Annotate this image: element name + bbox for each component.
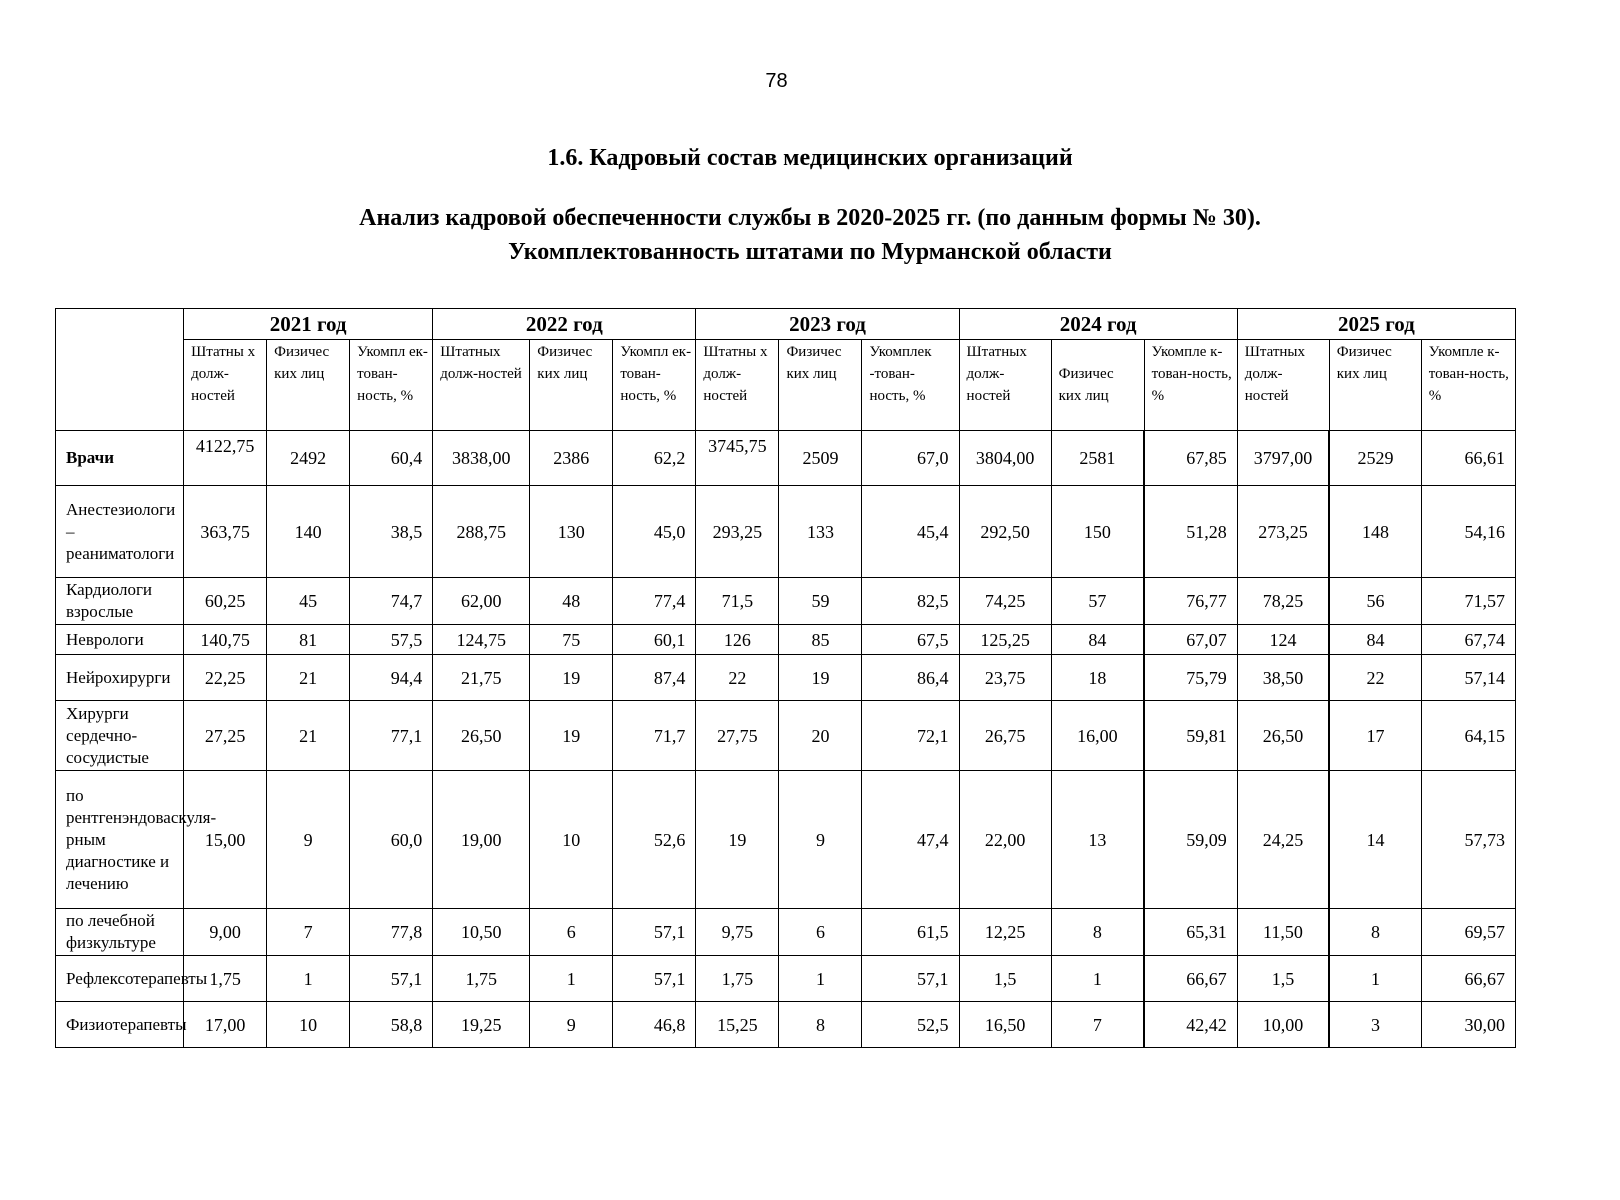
table-cell: 57,1 xyxy=(862,956,959,1002)
table-cell: 2581 xyxy=(1051,431,1144,486)
year-header: 2025 год xyxy=(1237,309,1515,340)
table-cell: 7 xyxy=(267,909,350,956)
table-cell: 30,00 xyxy=(1421,1002,1515,1048)
table-cell: 82,5 xyxy=(862,578,959,625)
table-cell: 150 xyxy=(1051,486,1144,578)
table-cell: 42,42 xyxy=(1144,1002,1237,1048)
column-header-persons: Физичес ких лиц xyxy=(530,340,613,431)
table-cell: 1 xyxy=(779,956,862,1002)
table-cell: 86,4 xyxy=(862,655,959,701)
column-header-staffing: Укомпле к-тован-ность, % xyxy=(1421,340,1515,431)
table-cell: 288,75 xyxy=(433,486,530,578)
column-header-persons: Физичес ких лиц xyxy=(1051,340,1144,431)
table-cell: 3804,00 xyxy=(959,431,1051,486)
table-cell: 19,25 xyxy=(433,1002,530,1048)
table-cell: 71,7 xyxy=(613,701,696,771)
table-cell: 58,8 xyxy=(350,1002,433,1048)
table-cell: 47,4 xyxy=(862,771,959,909)
table-cell: 60,0 xyxy=(350,771,433,909)
table-cell: 3 xyxy=(1329,1002,1421,1048)
table-cell: 124,75 xyxy=(433,625,530,655)
table-cell: 26,50 xyxy=(1237,701,1329,771)
table-cell: 66,67 xyxy=(1144,956,1237,1002)
column-header-staffing: Укомпле к-тован-ность, % xyxy=(1144,340,1237,431)
table-cell: 27,25 xyxy=(184,701,267,771)
table-cell: 363,75 xyxy=(184,486,267,578)
table-cell: 77,4 xyxy=(613,578,696,625)
table-cell: 3797,00 xyxy=(1237,431,1329,486)
table-cell: 21 xyxy=(267,655,350,701)
table-cell: 2529 xyxy=(1329,431,1421,486)
table-cell: 84 xyxy=(1329,625,1421,655)
table-cell: 78,25 xyxy=(1237,578,1329,625)
table-cell: 2509 xyxy=(779,431,862,486)
row-label: по рентгенэндоваскуля-рным диагностике и лечению xyxy=(56,771,184,909)
column-header-staffing: Укомплек -тован-ность, % xyxy=(862,340,959,431)
table-cell: 26,50 xyxy=(433,701,530,771)
table-cell: 3745,75 xyxy=(696,431,779,486)
column-header-positions: Штатных долж-ностей xyxy=(433,340,530,431)
table-cell: 130 xyxy=(530,486,613,578)
table-row xyxy=(56,655,1516,701)
page-number: 78 xyxy=(765,70,788,92)
table-cell: 60,4 xyxy=(350,431,433,486)
table-cell: 10,50 xyxy=(433,909,530,956)
table-cell: 69,57 xyxy=(1421,909,1515,956)
table-cell: 57,73 xyxy=(1421,771,1515,909)
table-cell: 1,5 xyxy=(959,956,1051,1002)
table-cell: 67,0 xyxy=(862,431,959,486)
table-cell: 1 xyxy=(1329,956,1421,1002)
row-label: Кардиологи взрослые xyxy=(56,578,184,625)
column-header-positions: Штатных долж-ностей xyxy=(959,340,1051,431)
table-cell: 45 xyxy=(267,578,350,625)
table-cell: 62,00 xyxy=(433,578,530,625)
table-cell: 1 xyxy=(530,956,613,1002)
row-label: Анестезиологи – реаниматологи xyxy=(56,486,184,578)
table-cell: 26,75 xyxy=(959,701,1051,771)
table-cell: 59 xyxy=(779,578,862,625)
table-cell: 75,79 xyxy=(1144,655,1237,701)
table-cell: 65,31 xyxy=(1144,909,1237,956)
table-cell: 57 xyxy=(1051,578,1144,625)
table-cell: 57,5 xyxy=(350,625,433,655)
column-header-positions: Штатны х долж-ностей xyxy=(184,340,267,431)
year-header: 2024 год xyxy=(959,309,1237,340)
table-cell: 13 xyxy=(1051,771,1144,909)
year-header: 2021 год xyxy=(184,309,433,340)
row-label: Физиотерапевты xyxy=(56,1002,184,1048)
table-cell: 19 xyxy=(696,771,779,909)
table-cell: 57,14 xyxy=(1421,655,1515,701)
table-cell: 57,1 xyxy=(350,956,433,1002)
table-cell: 125,25 xyxy=(959,625,1051,655)
row-label: Рефлексотерапевты xyxy=(56,956,184,1002)
table-cell: 10 xyxy=(530,771,613,909)
table-cell: 46,8 xyxy=(613,1002,696,1048)
table-cell: 81 xyxy=(267,625,350,655)
table-cell: 59,09 xyxy=(1144,771,1237,909)
table-cell: 6 xyxy=(779,909,862,956)
table-cell: 57,1 xyxy=(613,956,696,1002)
table-cell: 84 xyxy=(1051,625,1144,655)
table-row xyxy=(56,701,1516,771)
table-cell: 8 xyxy=(1051,909,1144,956)
table-cell: 2492 xyxy=(267,431,350,486)
table-cell: 87,4 xyxy=(613,655,696,701)
table-cell: 1,75 xyxy=(433,956,530,1002)
table-cell: 48 xyxy=(530,578,613,625)
table-row xyxy=(56,1002,1516,1048)
table-cell: 85 xyxy=(779,625,862,655)
column-header-persons: Физичес ких лиц xyxy=(1329,340,1421,431)
table-cell: 54,16 xyxy=(1421,486,1515,578)
table-title-line1: Анализ кадровой обеспеченности службы в 2020-2025 гг. (по данным формы № 30). xyxy=(359,205,1261,231)
table-cell: 72,1 xyxy=(862,701,959,771)
table-cell: 3838,00 xyxy=(433,431,530,486)
table-cell: 7 xyxy=(1051,1002,1144,1048)
table-row xyxy=(56,578,1516,625)
table-cell: 52,5 xyxy=(862,1002,959,1048)
table-cell: 1,75 xyxy=(696,956,779,1002)
row-label: Неврологи xyxy=(56,625,184,655)
row-label: Врачи xyxy=(56,431,184,486)
table-cell: 51,28 xyxy=(1144,486,1237,578)
table-cell: 292,50 xyxy=(959,486,1051,578)
table-cell: 16,00 xyxy=(1051,701,1144,771)
table-cell: 66,61 xyxy=(1421,431,1515,486)
table-cell: 6 xyxy=(530,909,613,956)
subheader-row xyxy=(56,340,1516,431)
table-cell: 19 xyxy=(779,655,862,701)
table-body xyxy=(56,431,1516,1048)
table-cell: 27,75 xyxy=(696,701,779,771)
table-cell: 9,00 xyxy=(184,909,267,956)
table-cell: 9,75 xyxy=(696,909,779,956)
column-header-staffing: Укомпл ек-тован-ность, % xyxy=(613,340,696,431)
table-cell: 18 xyxy=(1051,655,1144,701)
table-cell: 94,4 xyxy=(350,655,433,701)
table-cell: 67,74 xyxy=(1421,625,1515,655)
table-cell: 57,1 xyxy=(613,909,696,956)
year-header-row xyxy=(56,309,1516,340)
table-cell: 140,75 xyxy=(184,625,267,655)
table-cell: 74,7 xyxy=(350,578,433,625)
table-cell: 74,25 xyxy=(959,578,1051,625)
table-cell: 2386 xyxy=(530,431,613,486)
table-cell: 16,50 xyxy=(959,1002,1051,1048)
table-cell: 21,75 xyxy=(433,655,530,701)
table-cell: 67,07 xyxy=(1144,625,1237,655)
table-cell: 71,57 xyxy=(1421,578,1515,625)
section-title: 1.6. Кадровый состав медицинских организаций xyxy=(547,145,1073,171)
table-cell: 62,2 xyxy=(613,431,696,486)
table-cell: 14 xyxy=(1329,771,1421,909)
table-row xyxy=(56,956,1516,1002)
table-row xyxy=(56,909,1516,956)
table-cell: 17,00 xyxy=(184,1002,267,1048)
column-header-positions: Штатных долж-ностей xyxy=(1237,340,1329,431)
table-cell: 273,25 xyxy=(1237,486,1329,578)
table-cell: 10 xyxy=(267,1002,350,1048)
row-label: по лечебной физкультуре xyxy=(56,909,184,956)
table-cell: 38,5 xyxy=(350,486,433,578)
table-cell: 15,00 xyxy=(184,771,267,909)
table-row xyxy=(56,431,1516,486)
table-cell: 19 xyxy=(530,701,613,771)
table-cell: 1 xyxy=(1051,956,1144,1002)
table-cell: 52,6 xyxy=(613,771,696,909)
table-cell: 60,25 xyxy=(184,578,267,625)
table-cell: 15,25 xyxy=(696,1002,779,1048)
table-cell: 21 xyxy=(267,701,350,771)
table-cell: 133 xyxy=(779,486,862,578)
table-row xyxy=(56,486,1516,578)
year-header: 2023 год xyxy=(696,309,959,340)
table-row xyxy=(56,625,1516,655)
table-cell: 56 xyxy=(1329,578,1421,625)
table-cell: 19 xyxy=(530,655,613,701)
row-label: Хирурги сердечно-сосудистые xyxy=(56,701,184,771)
table-cell: 67,5 xyxy=(862,625,959,655)
table-cell: 22,00 xyxy=(959,771,1051,909)
table-row xyxy=(56,771,1516,909)
table-cell: 8 xyxy=(1329,909,1421,956)
table-cell: 11,50 xyxy=(1237,909,1329,956)
table-cell: 1,75 xyxy=(184,956,267,1002)
column-header-persons: Физичес ких лиц xyxy=(779,340,862,431)
table-cell: 126 xyxy=(696,625,779,655)
year-header: 2022 год xyxy=(433,309,696,340)
table-cell: 1,5 xyxy=(1237,956,1329,1002)
table-cell: 61,5 xyxy=(862,909,959,956)
table-cell: 10,00 xyxy=(1237,1002,1329,1048)
column-header-persons: Физичес ких лиц xyxy=(267,340,350,431)
table-cell: 148 xyxy=(1329,486,1421,578)
table-cell: 17 xyxy=(1329,701,1421,771)
table-cell: 12,25 xyxy=(959,909,1051,956)
table-cell: 66,67 xyxy=(1421,956,1515,1002)
table-cell: 23,75 xyxy=(959,655,1051,701)
table-cell: 76,77 xyxy=(1144,578,1237,625)
row-label: Нейрохирурги xyxy=(56,655,184,701)
table-cell: 4122,75 xyxy=(184,431,267,486)
table-cell: 59,81 xyxy=(1144,701,1237,771)
table-cell: 124 xyxy=(1237,625,1329,655)
table-cell: 9 xyxy=(267,771,350,909)
table-cell: 77,1 xyxy=(350,701,433,771)
corner-cell xyxy=(56,309,184,431)
table-cell: 8 xyxy=(779,1002,862,1048)
table-cell: 60,1 xyxy=(613,625,696,655)
table-cell: 22 xyxy=(696,655,779,701)
table-cell: 75 xyxy=(530,625,613,655)
column-header-staffing: Укомпл ек-тован-ность, % xyxy=(350,340,433,431)
table-title-line2: Укомплектованность штатами по Мурманской области xyxy=(508,239,1112,265)
table-cell: 20 xyxy=(779,701,862,771)
table-cell: 45,4 xyxy=(862,486,959,578)
table-cell: 67,85 xyxy=(1144,431,1237,486)
table-cell: 38,50 xyxy=(1237,655,1329,701)
table-cell: 293,25 xyxy=(696,486,779,578)
table-cell: 9 xyxy=(779,771,862,909)
table-cell: 22,25 xyxy=(184,655,267,701)
table-cell: 77,8 xyxy=(350,909,433,956)
table-cell: 71,5 xyxy=(696,578,779,625)
table-cell: 1 xyxy=(267,956,350,1002)
column-header-positions: Штатны х долж-ностей xyxy=(696,340,779,431)
table-cell: 22 xyxy=(1329,655,1421,701)
table-cell: 24,25 xyxy=(1237,771,1329,909)
table-cell: 140 xyxy=(267,486,350,578)
table-cell: 64,15 xyxy=(1421,701,1515,771)
table-cell: 19,00 xyxy=(433,771,530,909)
table-cell: 45,0 xyxy=(613,486,696,578)
table-cell: 9 xyxy=(530,1002,613,1048)
staffing-table xyxy=(55,308,1516,1048)
